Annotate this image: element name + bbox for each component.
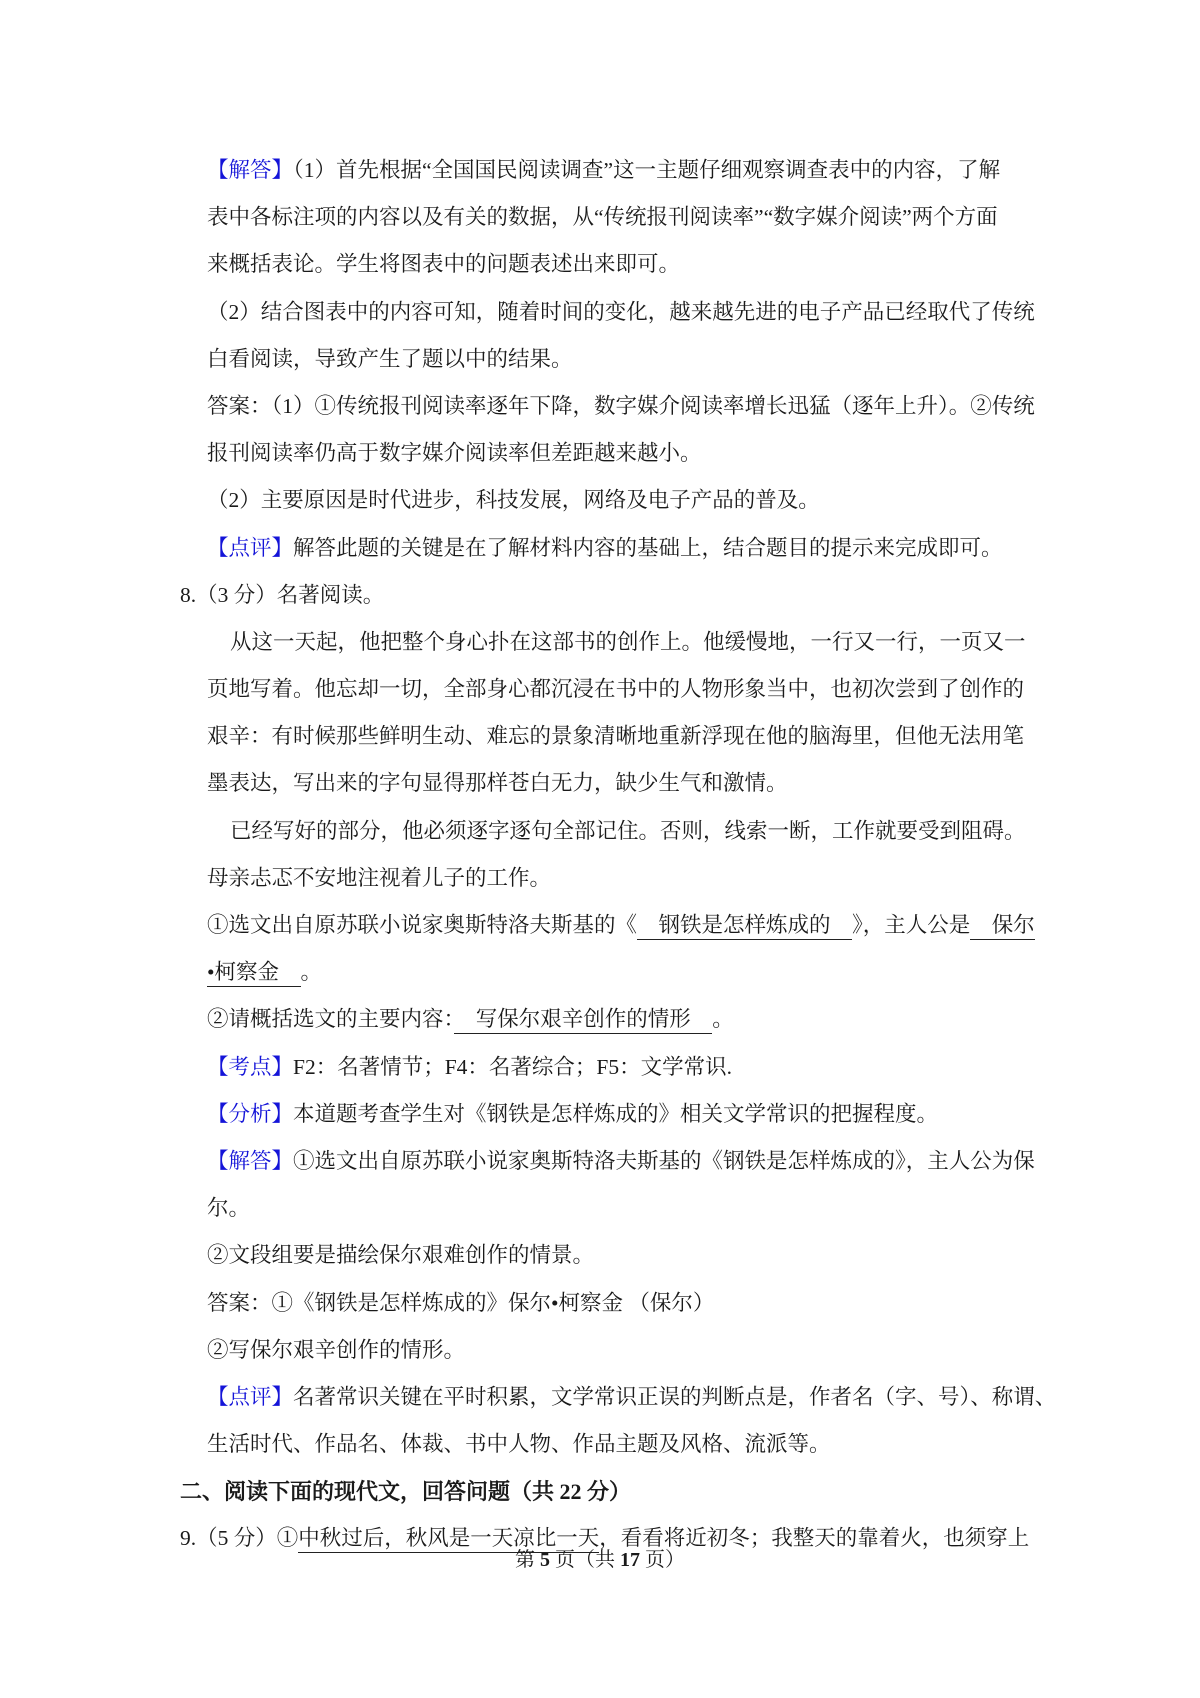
section-tag: 【分析】: [207, 1101, 294, 1126]
text-segment: 页）: [640, 1549, 685, 1571]
text-segment: 本道题考查学生对《钢铁是怎样炼成的》相关文学常识的把握程度。: [293, 1101, 939, 1126]
answer-blank: 写保尔艰辛创作的情形: [454, 1007, 712, 1034]
bold-text: 17: [620, 1549, 640, 1571]
text-segment: 二、阅读下面的现代文，回答问题（共 22 分）: [180, 1479, 632, 1505]
answer-blank: 保尔: [970, 913, 1035, 940]
bold-text: 5: [540, 1549, 550, 1571]
text-segment: 来概括表论。学生将图表中的问题表述出来即可。: [207, 252, 681, 277]
text-segment: F2：名著情节；F4：名著综合；F5：文学常识.: [293, 1054, 733, 1079]
text-line: [180, 1185, 1025, 1232]
text-segment: ②写保尔艰辛创作的情形。: [207, 1337, 466, 1362]
text-segment: 答案：（1）①传统报刊阅读率逐年下降，数字媒介阅读率增长迅猛（逐年上升）。②传统: [207, 393, 1035, 418]
text-segment: ①选文出自原苏联小说家奥斯特洛夫斯基的《钢铁是怎样炼成的》，主人公为保: [293, 1148, 1035, 1173]
text-segment: 。: [300, 960, 323, 985]
text-line: [180, 194, 1025, 241]
text-segment: ①选文出自原苏联小说家奥斯特洛夫斯基的《: [207, 913, 638, 937]
text-line: [180, 477, 1025, 524]
text-segment: 页地写着。他忘却一切，全部身心都沉浸在书中的人物形象当中，也初次尝到了创作的: [207, 677, 1025, 702]
text-line: [180, 525, 1025, 572]
text-segment: ，看看将近初冬；我整天的靠着火，也须穿上: [599, 1526, 1030, 1551]
text-segment: 表中各标注项的内容以及有关的数据，从“传统报刊阅读率”“数字媒介阅读”两个方面: [207, 205, 998, 230]
answer-blank: •柯察金: [207, 960, 301, 987]
text-line: [180, 1374, 1057, 1421]
text-line: [180, 619, 1025, 666]
text-line: [180, 949, 1025, 996]
text-line: [180, 1091, 1025, 1138]
text-line: [180, 855, 1025, 902]
text-segment: ②文段组要是描绘保尔艰难创作的情景。: [207, 1243, 595, 1268]
text-segment: 白看阅读，导致产生了题以中的结果。: [207, 346, 573, 371]
page-footer: [180, 1547, 1020, 1573]
text-line: [180, 1327, 1025, 1374]
text-line: [180, 336, 1025, 383]
text-segment: 页（共: [550, 1549, 620, 1571]
text-segment: 》，主人公是: [852, 913, 971, 937]
section-tag: 【点评】: [207, 1384, 294, 1409]
text-line: [180, 1138, 1035, 1185]
section-tag: 【解答】: [207, 158, 294, 182]
text-segment: 尔。: [207, 1196, 251, 1221]
text-segment: ②请概括选文的主要内容：: [207, 1007, 455, 1032]
text-line: [180, 1044, 1025, 1091]
text-segment: 墨表达，写出来的字句显得那样苍白无力，缺少生气和激情。: [207, 771, 788, 796]
section-tag: 【考点】: [207, 1054, 294, 1079]
text-segment: （2）主要原因是时代进步，科技发展，网络及电子产品的普及。: [207, 488, 820, 513]
text-segment: 9.（5 分）①: [180, 1526, 299, 1551]
section-tag: 【解答】: [207, 1148, 294, 1173]
text-segment: 报刊阅读率仍高于数字媒介阅读率但差距越来越小。: [207, 441, 702, 466]
answer-blank: 中秋过后，秋风是一天凉比一天: [298, 1526, 599, 1553]
text-line: [180, 1280, 1025, 1327]
text-line: [180, 760, 1025, 807]
text-line: [180, 147, 1025, 194]
text-segment: 已经写好的部分，他必须逐字逐句全部记住。否则，线索一断，工作就要受到阻碍。: [230, 818, 1026, 843]
text-segment: 解答此题的关键是在了解材料内容的基础上，结合题目的提示来完成即可。: [293, 535, 1003, 560]
text-segment: 母亲忐忑不安地注视着儿子的工作。: [207, 865, 552, 890]
section-tag: 【点评】: [207, 535, 294, 560]
text-line: [180, 808, 1025, 855]
text-line: [180, 666, 1025, 713]
text-segment: 第: [515, 1549, 540, 1571]
text-line: [180, 902, 1035, 949]
text-line: [180, 241, 1025, 288]
text-line: [180, 1421, 1025, 1468]
text-segment: （2）结合图表中的内容可知，随着时间的变化，越来越先进的电子产品已经取代了传统: [207, 299, 1035, 324]
text-segment: 生活时代、作品名、体裁、书中人物、作品主题及风格、流派等。: [207, 1432, 831, 1457]
text-segment: （1）首先根据“全国国民阅读调查”这一主题仔细观察调查表中的内容，了解: [293, 158, 1001, 182]
answer-blank: 钢铁是怎样炼成的: [637, 913, 852, 940]
text-line: [180, 1468, 1025, 1515]
text-line: [180, 1232, 1025, 1279]
text-segment: 从这一天起，他把整个身心扑在这部书的创作上。他缓慢地，一行又一行，一页又一: [230, 629, 1026, 654]
text-segment: 艰辛：有时候那些鲜明生动、难忘的景象清晰地重新浮现在他的脑海里，但他无法用笔: [207, 724, 1025, 749]
text-segment: 8.（3 分）名著阅读。: [180, 582, 385, 607]
text-segment: 。: [712, 1007, 734, 1032]
text-segment: 名著常识关键在平时积累，文学常识正误的判断点是，作者名（字、号）、称谓、: [293, 1384, 1057, 1409]
text-line: [180, 572, 1025, 619]
text-line: [180, 713, 1025, 760]
document-body: [180, 147, 1057, 1563]
text-line: [180, 383, 1035, 430]
text-line: [180, 996, 1025, 1043]
text-line: [180, 289, 1035, 336]
text-line: [180, 430, 1025, 477]
text-segment: 答案：①《钢铁是怎样炼成的》保尔•柯察金 （保尔）: [207, 1290, 715, 1315]
